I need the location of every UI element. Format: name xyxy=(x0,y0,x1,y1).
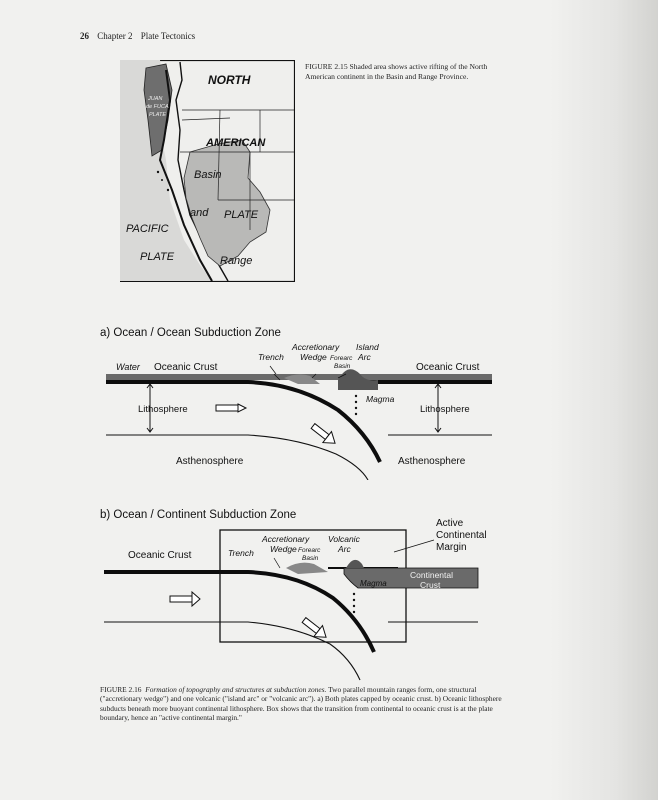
map-label-american: AMERICAN xyxy=(206,137,266,149)
figure-2-16a-diagram xyxy=(98,322,508,480)
label-continental: Continental xyxy=(436,530,487,541)
label-basin-b: Basin xyxy=(302,555,319,562)
figure-2-15-map xyxy=(120,60,295,282)
map-label-juan: JUAN xyxy=(148,96,163,102)
map-label-pacific-plate: PLATE xyxy=(140,251,175,263)
figure-2-16-caption-lead: FIGURE 2.16 xyxy=(100,685,142,694)
label-forearc-b: Forearc xyxy=(298,547,321,554)
label-asthenosphere-left: Asthenosphere xyxy=(176,456,244,467)
map-label-juan-plate: PLATE xyxy=(149,112,167,118)
label-island: Island xyxy=(356,342,379,352)
page-edge-shadow xyxy=(550,0,658,800)
label-wedge-a: Wedge xyxy=(300,352,327,362)
map-label-north: NORTH xyxy=(208,73,251,87)
label-lithosphere-right: Lithosphere xyxy=(420,404,470,415)
label-oceanic-crust-left: Oceanic Crust xyxy=(154,362,218,373)
oceanic-crust-a xyxy=(106,382,380,462)
label-trench-b: Trench xyxy=(228,548,254,558)
plate-motion-arrow-a xyxy=(216,404,246,412)
map-label-and: and xyxy=(190,207,209,219)
label-continental-crust-2: Crust xyxy=(420,580,441,590)
subduction-arrow-b xyxy=(300,614,331,642)
page-header xyxy=(80,31,201,41)
subduction-arrow-a xyxy=(309,420,340,448)
label-arc-a: Arc xyxy=(358,352,371,362)
label-oceanic-crust-right: Oceanic Crust xyxy=(416,362,480,373)
label-asthenosphere-right: Asthenosphere xyxy=(398,456,466,467)
label-active: Active xyxy=(436,518,464,529)
chapter-title: Plate Tectonics xyxy=(140,31,196,41)
label-forearc-a: Forearc xyxy=(330,355,353,362)
label-arc-b: Arc xyxy=(338,544,351,554)
label-margin: Margin xyxy=(436,542,467,553)
label-magma-b: Magma xyxy=(360,579,387,588)
map-label-basin: Basin xyxy=(194,169,222,181)
figure-2-16a-title: a) Ocean / Ocean Subduction Zone xyxy=(100,327,281,339)
label-lithosphere-left: Lithosphere xyxy=(138,404,188,415)
label-volcanic: Volcanic xyxy=(328,534,360,544)
label-wedge-b: Wedge xyxy=(270,544,297,554)
page-number: 26 xyxy=(80,31,89,41)
map-label-pacific: PACIFIC xyxy=(126,223,169,235)
label-oceanic-crust-b: Oceanic Crust xyxy=(128,550,192,561)
figure-2-16b-diagram xyxy=(98,502,508,682)
figure-2-16b-title: b) Ocean / Continent Subduction Zone xyxy=(100,509,297,521)
figure-2-16-caption-rest: Two parallel mountain ranges form, one structural ("accretionary wedge") and one volcanic ("island arc" or "volcanic arc"). a) Both plates capped by oceanic crust. b) Oceanic lithosphere subducts beneath more buoyant continental lithosphere. Box shows that the transition from continental to oceanic crust is at the plate boundary, hence an "active continental margin." xyxy=(100,685,502,723)
map-label-range: Range xyxy=(220,255,253,267)
label-water: Water xyxy=(116,362,140,372)
chapter-label: Chapter 2 xyxy=(97,31,133,41)
oceanic-crust-b xyxy=(104,572,374,652)
map-label-de-fuca: de FUCA xyxy=(146,104,169,110)
figure-2-15-caption: FIGURE 2.15 Shaded area shows active rifting of the North American continent in the Basin and Range Province. xyxy=(305,62,488,81)
figure-2-16-caption xyxy=(100,685,505,723)
label-magma-a: Magma xyxy=(366,394,395,404)
label-continental-crust-1: Continental xyxy=(410,570,454,580)
map-label-plate: PLATE xyxy=(224,209,259,221)
plate-motion-arrow-b xyxy=(170,592,200,606)
label-accretionary-a: Accretionary xyxy=(292,342,340,352)
label-trench-a: Trench xyxy=(258,352,284,362)
accretionary-wedge-b xyxy=(286,563,328,574)
label-basin-a: Basin xyxy=(334,363,351,370)
label-accretionary-b: Accretionary xyxy=(262,534,310,544)
volcanic-arc-b xyxy=(346,560,364,568)
figure-2-16-caption-italic: Formation of topography and structures at subduction zones. xyxy=(145,685,327,694)
